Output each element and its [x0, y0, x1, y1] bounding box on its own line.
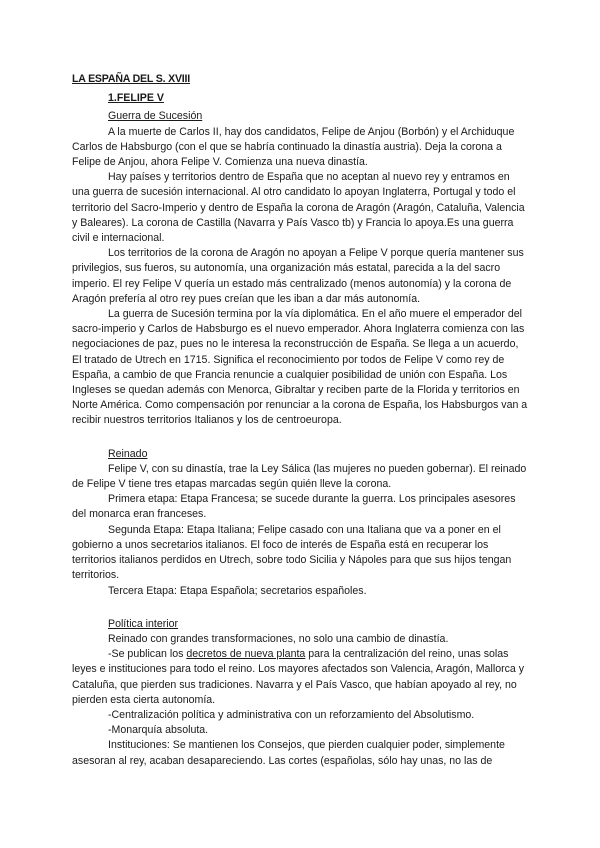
document-body [72, 72, 530, 769]
paragraph: La guerra de Sucesión termina por la vía diplomática. En el año muere el emperador del sacro-imperio y Carlos de Habsburgo es el nuevo emperador. Ahora Inglaterra comienza con las negociaciones de paz, pues no le interesa la reconstrucción de España. Se llega a un acuerdo, El tratado de Utrech en 1715. Significa el reconocimiento por todos de Felipe V como rey de España, a cambio de que Francia renuncie a cualquier posibilidad de unión con España. Los Ingleses se quedan además con Menorca, Gibraltar y reciben parte de la Florida y territorios en Norte América. Como compensación por renunciar a la corona de España, los Habsburgos van a recibir nuestros territorios Italianos y los de centroeuropa. [72, 308, 528, 427]
paragraph-decretos [72, 647, 530, 708]
paragraph: Reinado con grandes transformaciones, no solo una cambio de dinastía. [108, 632, 449, 645]
subheading-politica-interior: Política interior [108, 617, 179, 630]
section-heading-felipe-v: 1.FELIPE V [108, 92, 164, 105]
blank-line [72, 429, 530, 444]
paragraph: Instituciones: Se mantienen los Consejos, que pierden cualquier poder, simplemente asesoran al rey, acaban desapareciendo. Las cortes (españolas, sólo hay unas, no las de [72, 739, 505, 767]
paragraph: Los territorios de la corona de Aragón no apoyan a Felipe V porque quería mantener sus privilegios, sus fueros, su autonomía, una organización más estatal, parecida a la del sacro imperio. El rey Felipe V quería un estado más centralizado (menos autonomía) y la corona de Aragón prefería al otro rey pues creían que les iban a dar más autonomía. [72, 247, 524, 305]
paragraph: Tercera Etapa: Etapa Española; secretarios españoles. [108, 584, 367, 597]
subheading-reinado: Reinado [108, 447, 148, 460]
paragraph: Felipe V, con su dinastía, trae la Ley Sálica (las mujeres no pueden gobernar). El reinado de Felipe V tiene tres etapas marcadas según quién lleve la corona. [72, 462, 527, 491]
paragraph: Hay países y territorios dentro de España que no aceptan al nuevo rey y entramos en una guerra de sucesión internacional. Al otro candidato lo apoyan Inglaterra, Portugal y todo el territorio del Sacro-Imperio y dentro de España la corona de Aragón (Aragón, Cataluña, Valencia y Baleares). La corona de Castilla (Navarra y País Vasco tb) y Francia lo apoya.Es una guerra civil e internacional. [72, 171, 525, 245]
decretos-text-after: para la centralización del reino, unas solas leyes e instituciones para todo el reino. Los mayores afectados son Valencia, Aragón, Mallorca y Cataluña, que pierden sus tradiciones. Navarra y el País Vasco, que habían apoyado al rey, no pierden esta cierta autonomía. [72, 648, 525, 706]
paragraph: -Centralización política y administrativa con un reforzamiento del Absolutismo. [108, 708, 475, 721]
paragraph: A la muerte de Carlos II, hay dos candidatos, Felipe de Anjou (Borbón) y el Archiduque Carlos de Habsburgo (con el que se habría continuado la dinastía austria). Deja la corona a Felipe de Anjou, ahora Felipe V. Comienza una nueva dinastía. [72, 125, 515, 169]
document-title: LA ESPAÑA DEL S. XVIII [72, 73, 191, 85]
paragraph: -Monarquía absoluta. [108, 724, 209, 737]
decretos-underlined-term: decretos de nueva planta [186, 648, 306, 661]
paragraph: Primera etapa: Etapa Francesa; se sucede durante la guerra. Los principales asesores del monarca eran franceses. [72, 493, 516, 521]
paragraph: Segunda Etapa: Etapa Italiana; Felipe casado con una Italiana que va a poner en el gobierno a unos secretarios italianos. El foco de interés de España está en recuperar los territorios italianos perdidos en Utrech, sobre todo Sicilia y Nápoles para que sus hijos tengan territorios. [72, 523, 512, 582]
blank-line [72, 599, 530, 614]
decretos-text-before: -Se publican los [108, 648, 187, 661]
subheading-guerra-de-sucesion: Guerra de Sucesión [108, 110, 203, 123]
